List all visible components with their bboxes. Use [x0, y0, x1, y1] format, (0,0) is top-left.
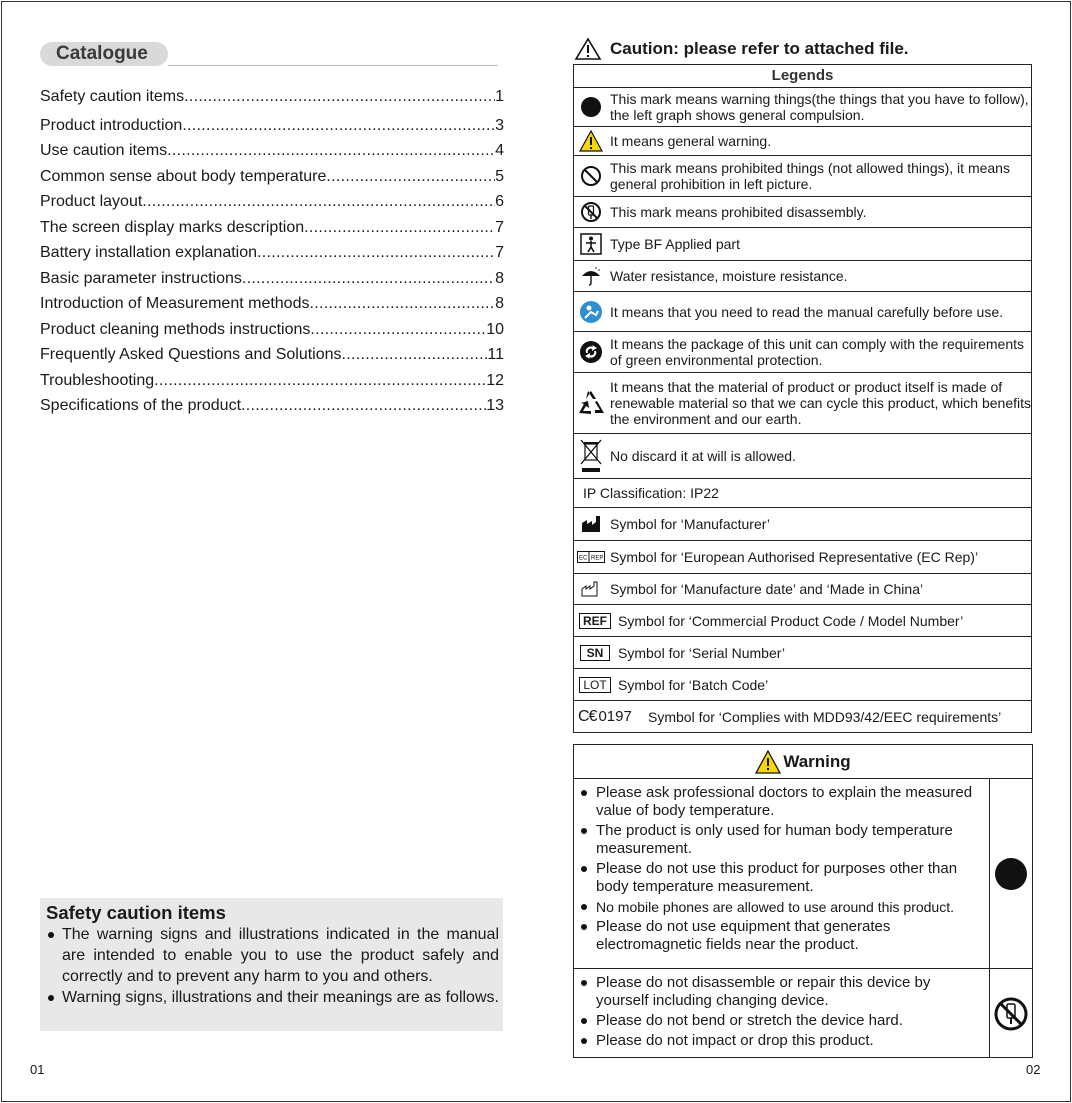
legend-row: This mark means prohibited disassembly.: [574, 197, 1031, 228]
toc-entry[interactable]: Common sense about body temperature ..... 5: [40, 164, 504, 190]
legend-row: This mark means prohibited things (not allowed things), it means general prohibition in left picture.: [574, 156, 1031, 197]
warning-triangle-icon: [579, 130, 603, 152]
legend-row: No discard it at will is allowed.: [574, 434, 1031, 479]
legend-row: Symbol for ‘Manufacturer’: [574, 508, 1031, 541]
safety-title: Safety caution items: [46, 902, 226, 923]
legend-row: SN Symbol for ‘Serial Number’: [574, 637, 1031, 669]
ce-mark-icon: C€: [578, 707, 597, 725]
no-disassembly-icon: [994, 997, 1028, 1031]
prohibition-icon: [580, 165, 602, 187]
warning-box: [573, 744, 1033, 1058]
toc-entry[interactable]: The screen display marks description ..... 7: [40, 215, 504, 241]
warning-title: Warning: [783, 751, 851, 771]
warning-triangle-icon: [755, 750, 781, 774]
sn-icon: SN: [580, 645, 611, 661]
warning-triangle-icon: [574, 37, 602, 61]
legend-row: EC REP Symbol for ‘European Authorised Representative (EC Rep)’: [574, 541, 1031, 574]
warning-item: Please do not impact or drop this product.: [578, 1032, 985, 1050]
manufacturer-icon: [580, 515, 602, 533]
legend-row: It means that the material of product or product itself is made of renewable material so that we can cycle this product, which benefits the environment and our earth.: [574, 373, 1031, 434]
warning-item: The product is only used for human body temperature measurement.: [578, 822, 985, 858]
safety-bullet: Warning signs, illustrations and their meanings are as follows.: [46, 987, 499, 1008]
caution-header: [574, 36, 1034, 62]
legend-row: Symbol for ‘Manufacture date’ and ‘Made in China’: [574, 574, 1031, 605]
lot-icon: LOT: [579, 677, 610, 693]
toc-entry[interactable]: Product layout ..... 6: [40, 189, 504, 215]
manufacture-date-icon: [580, 581, 602, 597]
toc-entry[interactable]: Troubleshooting ..... 12: [40, 368, 504, 394]
warning-item: No mobile phones are allowed to use around this product.: [578, 898, 985, 916]
legends-title: Legends: [574, 65, 1031, 88]
no-disassembly-icon: [580, 201, 602, 223]
green-dot-icon: [579, 340, 603, 364]
toc-entry[interactable]: Product introduction ..... 3: [40, 113, 504, 139]
read-manual-icon: [579, 300, 603, 324]
caution-title: Caution: please refer to attached file.: [610, 39, 909, 58]
legend-row: Type BF Applied part: [574, 228, 1031, 261]
umbrella-icon: [580, 265, 602, 287]
legend-row: It means that you need to read the manual carefully before use.: [574, 292, 1031, 332]
table-of-contents: [40, 84, 504, 419]
warning-item: Please do not bend or stretch the device hard.: [578, 1012, 985, 1030]
toc-entry[interactable]: Introduction of Measurement methods ..... 8: [40, 291, 504, 317]
catalogue-title: Catalogue: [40, 42, 168, 66]
toc-entry[interactable]: Safety caution items ..... 1: [40, 84, 504, 110]
catalogue-rule: [168, 65, 498, 66]
legend-row: REF Symbol for ‘Commercial Product Code / Model Number’: [574, 605, 1031, 637]
toc-entry[interactable]: Frequently Asked Questions and Solutions ..... 11: [40, 342, 504, 368]
ec-rep-icon: [577, 551, 605, 563]
legend-row: It means the package of this unit can comply with the requirements of green environmental protection.: [574, 332, 1031, 373]
safety-bullet: The warning signs and illustrations indicated in the manual are intended to enable you to use the product safely and correctly and to prevent any harm to you and others.: [46, 924, 499, 987]
legend-row: It means general warning.: [574, 127, 1031, 156]
legend-row: This mark means warning things(the things that you have to follow), the left graph shows general compulsion.: [574, 88, 1031, 127]
toc-entry[interactable]: Use caution items ..... 4: [40, 138, 504, 164]
toc-entry[interactable]: Specifications of the product ..... 13: [40, 393, 504, 419]
warning-section-compulsory: [574, 779, 1032, 969]
type-bf-icon: [580, 233, 602, 255]
warning-item: Please ask professional doctors to explain the measured value of body temperature.: [578, 784, 985, 820]
svg-text:EC: EC: [579, 555, 588, 562]
warning-header: [574, 745, 1032, 779]
black-dot-icon: [995, 858, 1027, 890]
catalogue-header: [40, 42, 498, 68]
legend-row: Water resistance, moisture resistance.: [574, 261, 1031, 292]
warning-section-disassembly: [574, 969, 1032, 1058]
legend-row: C€ 0197 Symbol for ‘Complies with MDD93/42/EEC requirements’: [578, 707, 1002, 725]
recycle-icon: [577, 390, 605, 416]
black-dot-icon: [581, 97, 601, 117]
toc-entry[interactable]: Product cleaning methods instructions ..... 10: [40, 317, 504, 343]
page-number-right: 02: [1026, 1062, 1041, 1077]
weee-bin-icon: [579, 438, 603, 474]
legend-row: LOT Symbol for ‘Batch Code’: [574, 669, 1031, 701]
legend-row: IP Classification: IP22: [574, 479, 1031, 508]
safety-caution-box: [40, 898, 503, 1031]
toc-entry[interactable]: Battery installation explanation ..... 7: [40, 240, 504, 266]
ref-icon: REF: [579, 613, 611, 629]
warning-item: Please do not use this product for purposes other than body temperature measurement.: [578, 860, 985, 896]
page-number-left: 01: [30, 1062, 45, 1077]
toc-entry[interactable]: Basic parameter instructions ..... 8: [40, 266, 504, 292]
warning-item: Please do not disassemble or repair this device by yourself including changing device.: [578, 974, 985, 1010]
legends-table: [573, 64, 1032, 733]
svg-text:REP: REP: [591, 555, 604, 562]
warning-item: Please do not use equipment that generates electromagnetic fields near the product.: [578, 918, 985, 954]
